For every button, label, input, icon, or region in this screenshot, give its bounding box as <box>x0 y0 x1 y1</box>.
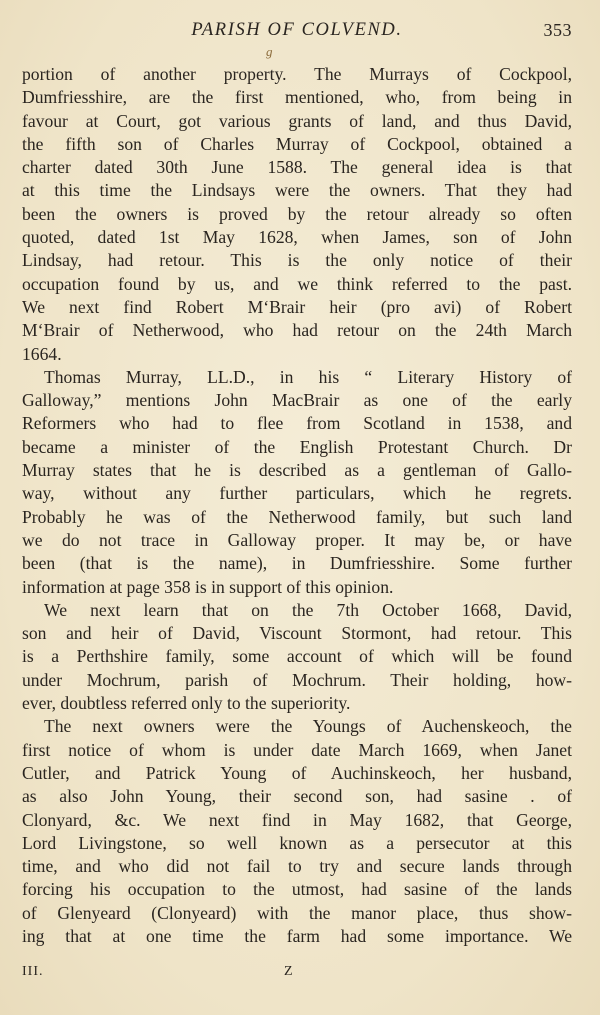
text-line: portion of another property. The Murrays of Cockpool, <box>22 64 572 84</box>
text-line: Cutler, and Patrick Young of Auchinskeoch, her husband, <box>22 762 572 783</box>
text-line: Thomas Murray, LL.D., in his “ Literary History of <box>44 366 572 387</box>
text-line: Probably he was of the Netherwood family, but such land <box>22 506 572 527</box>
page-header <box>22 18 572 46</box>
text-line: Murray states that he is described as a gentleman of Gallo- <box>22 460 572 481</box>
text-line: The next owners were the Youngs of Auchenskeoch, the <box>44 716 572 737</box>
text-line: been (that is the name), in Dumfriesshire. Some further <box>22 553 572 574</box>
text-line: M‘Brair of Netherwood, who had retour on the 24th March <box>22 320 572 341</box>
text-line: Dumfriesshire, are the first mentioned, who, from being in <box>22 87 572 108</box>
text-line: way, without any further particulars, which he regrets. <box>22 483 572 504</box>
text-line: under Mochrum, parish of Mochrum. Their holding, how- <box>22 669 572 690</box>
page-footer <box>22 964 572 988</box>
running-head: PARISH OF COLVEND. <box>191 20 403 40</box>
text-line: at this time the Lindsays were the owners. That they had <box>22 180 572 201</box>
signature-mark: Z <box>284 964 294 979</box>
text-line: the fifth son of Charles Murray of Cockpool, obtained a <box>22 133 572 154</box>
text-line: became a minister of the English Protestant Church. Dr <box>22 436 572 457</box>
text-line: is a Perthshire family, some account of which will be found <box>22 646 572 667</box>
volume-number: III. <box>22 964 44 979</box>
text-line: time, and who did not fail to try and secure lands through <box>22 856 572 877</box>
text-line: information at page 358 is in support of this opinion. <box>22 576 394 597</box>
text-line: Lord Livingstone, so well known as a persecutor at this <box>22 832 572 853</box>
page-number: 353 <box>543 20 572 40</box>
text-line: been the owners is proved by the retour already so often <box>22 203 572 224</box>
text-line: We next learn that on the 7th October 1668, David, <box>44 599 572 620</box>
text-line: ever, doubtless referred only to the superiority. <box>22 693 351 714</box>
text-line: Lindsay, had retour. This is the only notice of their <box>22 250 572 271</box>
text-line: Galloway,” mentions John MacBrair as one of the early <box>22 390 572 411</box>
text-line: 1664. <box>22 343 62 364</box>
text-line: occupation found by us, and we think referred to the past. <box>22 273 572 294</box>
text-line: we do not trace in Galloway proper. It may be, or have <box>22 529 572 550</box>
text-line: as also John Young, their second son, had sasine . of <box>22 786 572 807</box>
text-line: ing that at one time the farm had some importance. We <box>22 925 572 946</box>
text-line: Reformers who had to flee from Scotland in 1538, and <box>22 413 572 434</box>
text-line: son and heir of David, Viscount Stormont, had retour. This <box>22 623 572 644</box>
text-line: favour at Court, got various grants of land, and thus David, <box>22 110 572 131</box>
text-line: Clonyard, &c. We next find in May 1682, that George, <box>22 809 572 830</box>
text-line: first notice of whom is under date March 1669, when Janet <box>22 739 572 760</box>
body-text <box>22 63 572 948</box>
text-line: charter dated 30th June 1588. The general idea is that <box>22 157 572 178</box>
text-line: quoted, dated 1st May 1628, when James, son of John <box>22 227 572 248</box>
text-line: of Glenyeard (Clonyeard) with the manor place, thus show- <box>22 902 572 923</box>
text-line: We next find Robert M‘Brair heir (pro avi) of Robert <box>22 296 572 317</box>
text-line: forcing his occupation to the utmost, had sasine of the lands <box>22 879 572 900</box>
printer-mark: g <box>266 44 273 59</box>
